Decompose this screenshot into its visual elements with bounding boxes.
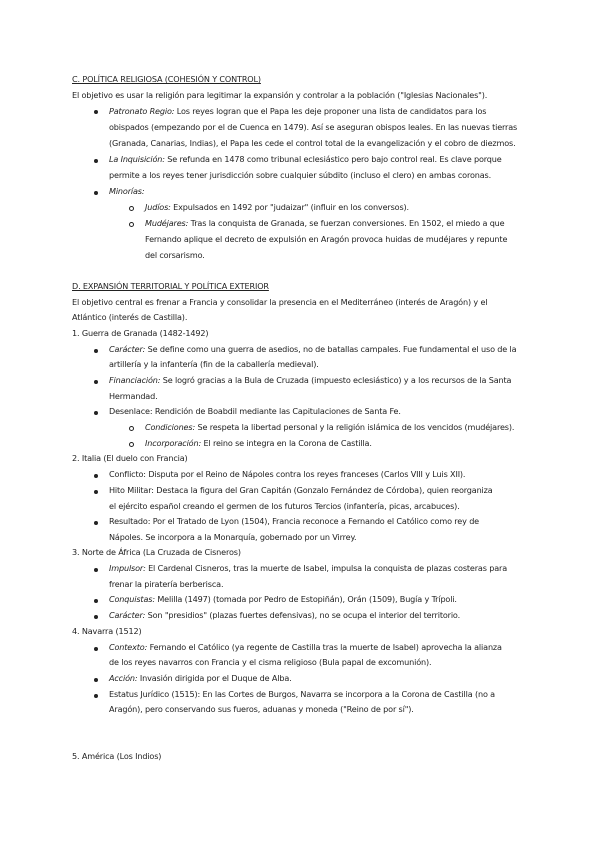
italia-title: 2. Italia (El duelo con Francia) [72, 453, 188, 463]
minorias-line: Minorías: [109, 186, 145, 196]
mudejares-line-2: Fernando aplique el decreto de expulsión en Aragón provoca huidas de mudéjares y repunte [145, 234, 508, 244]
bullet-icon [94, 110, 98, 114]
granada-title: 1. Guerra de Granada (1482-1492) [72, 328, 209, 338]
section-d-heading: D. EXPANSIÓN TERRITORIAL Y POLÍTICA EXTERIOR [72, 281, 269, 291]
inquisicion-line-1: La Inquisición: Se refunda en 1478 como tribunal eclesiástico pero bajo control real. Es clave porque [109, 154, 502, 164]
hito-line-1: Hito Militar: Destaca la figura del Gran Capitán (Gonzalo Fernández de Córdoba), quien reorganiza [109, 485, 493, 495]
bullet-icon [94, 521, 98, 525]
bullet-icon [94, 568, 98, 572]
patronato-line-2: obispados (empezando por el de Cuenca en 1479). Así se aseguran obispos leales. En las nuevas tierras [109, 122, 518, 132]
bullet-icon [94, 349, 98, 353]
financiacion-line-2: Hermandad. [109, 391, 158, 401]
bullet-icon [94, 694, 98, 698]
bullet-icon [94, 615, 98, 619]
resultado-line-1: Resultado: Por el Tratado de Lyon (1504), Francia reconoce a Fernando el Católico como rey de [109, 516, 480, 526]
bullet-icon [94, 678, 98, 682]
condiciones-line: Condiciones: Se respeta la libertad personal y la religión islámica de los vencidos (mudéjares). [145, 422, 515, 432]
section-c-heading: C. POLÍTICA RELIGIOSA (COHESIÓN Y CONTROL) [72, 74, 261, 84]
hito-line-2: el ejército español creando el germen de los futuros Tercios (infantería, picas, arcabuces). [109, 501, 460, 511]
inquisicion-line-2: permite a los reyes tener jurisdicción sobre cualquier súbdito (incluso el clero) en ambas coronas. [109, 170, 492, 180]
bullet-icon [94, 411, 98, 415]
bullet-icon [94, 490, 98, 494]
contexto-line-2: de los reyes navarros con Francia y el cisma religioso (Bula papal de excomunión). [109, 657, 432, 667]
financiacion-line-1: Financiación: Se logró gracias a la Bula de Cruzada (impuesto eclesiástico) y a los recursos de la Santa [109, 375, 512, 385]
desenlace-line: Desenlace: Rendición de Boabdil mediante las Capitulaciones de Santa Fe. [109, 406, 401, 416]
bullet-icon [94, 191, 98, 195]
america-title: 5. América (Los Indios) [72, 751, 162, 761]
mudejares-line-3: del corsarismo. [145, 250, 205, 260]
sub-bullet-icon [129, 426, 134, 431]
caracter2-line: Carácter: Son "presidios" (plazas fuertes defensivas), no se ocupa el interior del territorio. [109, 610, 461, 620]
sub-bullet-icon [129, 206, 134, 211]
caracter-line-1: Carácter: Se define como una guerra de asedios, no de batallas campales. Fue fundamental el uso de la [109, 344, 517, 354]
impulsor-line-2: frenar la piratería berberisca. [109, 579, 224, 589]
conflicto-line: Conflicto: Disputa por el Reino de Nápoles contra los reyes franceses (Carlos VIII y Luis XII). [109, 469, 466, 479]
sub-bullet-icon [129, 442, 134, 447]
bullet-icon [94, 647, 98, 651]
sub-bullet-icon [129, 222, 134, 227]
norte-title: 3. Norte de África (La Cruzada de Cisneros) [72, 547, 241, 557]
resultado-line-2: Nápoles. Se incorpora a la Monarquía, gobernado por un Virrey. [109, 532, 357, 542]
patronato-line-3: (Granada, Canarias, Indias), el Papa les cede el control total de la evangelización y el cobro de diezmos. [109, 138, 516, 148]
bullet-icon [94, 599, 98, 603]
estatus-line-2: Aragón), pero conservando sus fueros, aduanas y moneda ("Reino de por sí"). [109, 704, 414, 714]
bullet-icon [94, 380, 98, 384]
bullet-icon [94, 474, 98, 478]
section-c-intro: El objetivo es usar la religión para legitimar la expansión y controlar a la población ("Iglesias Nacionales"). [72, 90, 488, 100]
judios-line: Judíos: Expulsados en 1492 por "judaizar" (influir en los conversos). [145, 202, 409, 212]
impulsor-line-1: Impulsor: El Cardenal Cisneros, tras la muerte de Isabel, impulsa la conquista de plazas costeras para [109, 563, 508, 573]
mudejares-line-1: Mudéjares: Tras la conquista de Granada, se fuerzan conversiones. En 1502, el miedo a que [145, 218, 505, 228]
estatus-line-1: Estatus Jurídico (1515): En las Cortes de Burgos, Navarra se incorpora a la Corona de Castilla (no a [109, 689, 495, 699]
section-d-intro-1: El objetivo central es frenar a Francia y consolidar la presencia en el Mediterráneo (interés de Aragón) y el [72, 297, 488, 307]
patronato-line-1: Patronato Regio: Los reyes logran que el Papa les deje proponer una lista de candidatos para los [109, 106, 487, 116]
conquistas-line: Conquistas: Melilla (1497) (tomada por Pedro de Estopiñán), Orán (1509), Bugía y Trípoli. [109, 594, 457, 604]
contexto-line-1: Contexto: Fernando el Católico (ya regente de Castilla tras la muerte de Isabel) aprovecha la alianza [109, 642, 502, 652]
accion-line: Acción: Invasión dirigida por el Duque de Alba. [109, 673, 292, 683]
incorporacion-line: Incorporación: El reino se integra en la Corona de Castilla. [145, 438, 372, 448]
section-d-intro-2: Atlántico (interés de Castilla). [72, 312, 188, 322]
navarra-title: 4. Navarra (1512) [72, 626, 142, 636]
caracter-line-2: artillería y la infantería (fin de la caballería medieval). [109, 359, 319, 369]
bullet-icon [94, 159, 98, 163]
